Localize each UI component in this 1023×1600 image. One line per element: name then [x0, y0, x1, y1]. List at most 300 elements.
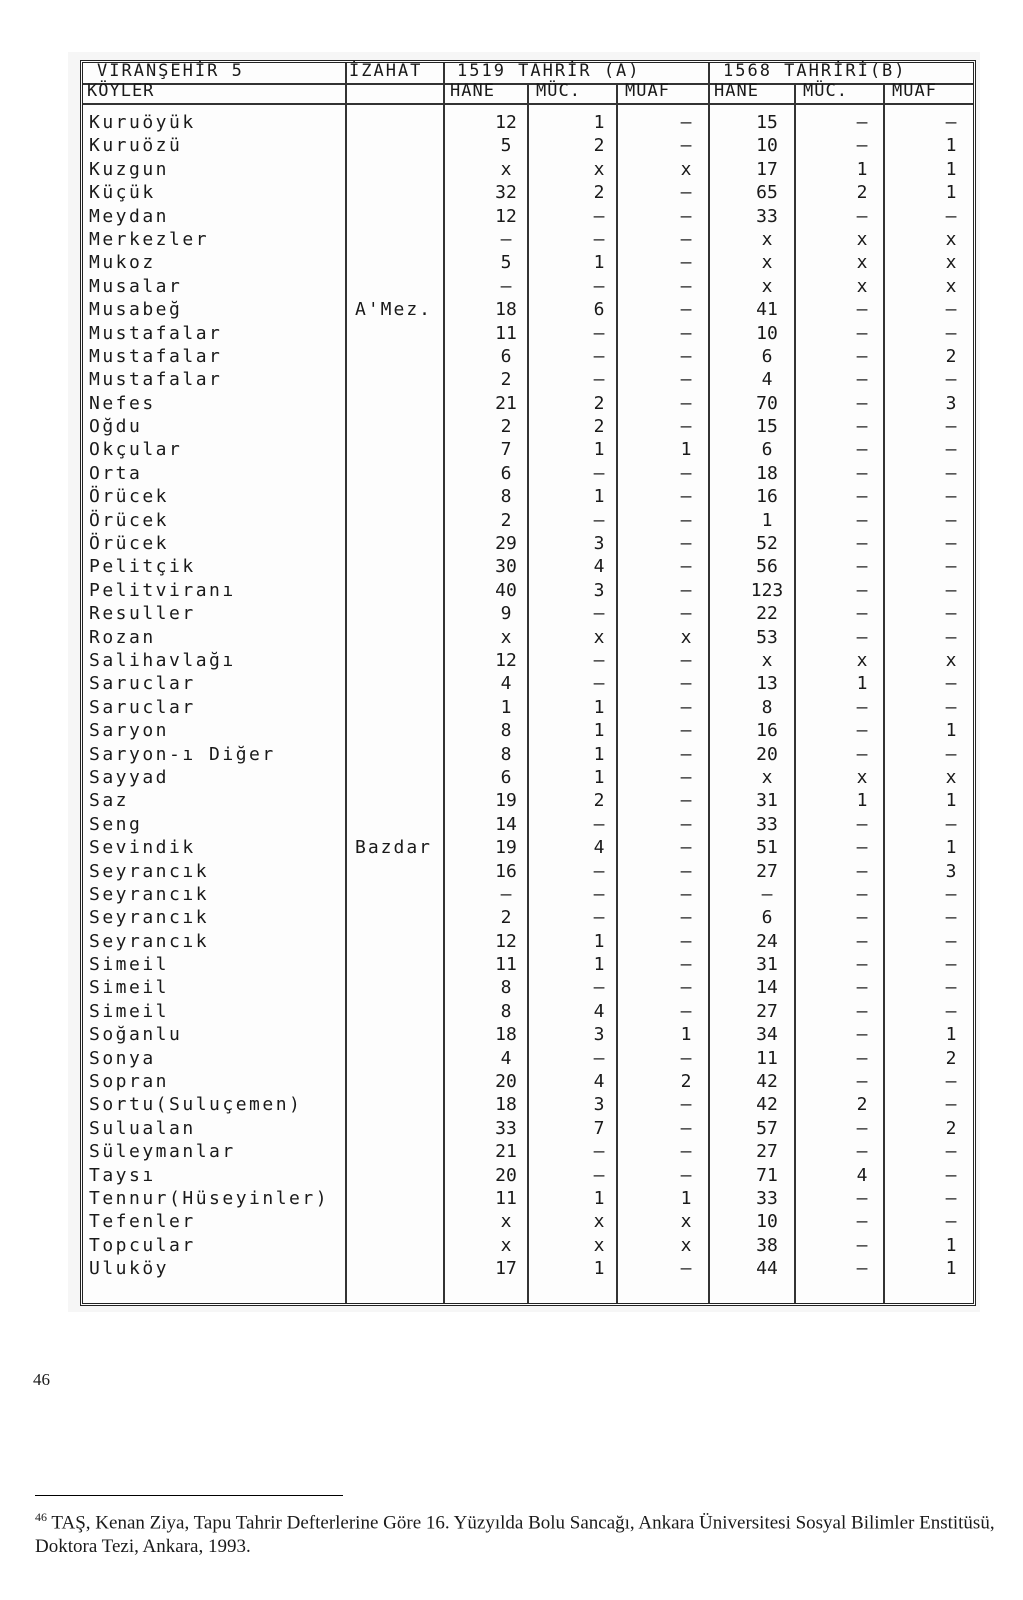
- cell-a-hane: 32: [495, 182, 517, 204]
- cell-a-muc: 1: [593, 930, 605, 952]
- cell-b-hane: 8: [761, 696, 773, 718]
- cell-b-muaf: –: [945, 1141, 957, 1163]
- cell-a-hane: 12: [495, 112, 517, 133]
- cell-a-hane: 2: [500, 509, 512, 531]
- cell-a-muc: 4: [593, 1000, 605, 1022]
- table-row: [83, 1047, 973, 1070]
- cell-a-hane: 18: [495, 1024, 517, 1046]
- cell-a-muc: –: [593, 860, 605, 882]
- cell-a-muaf: x: [680, 158, 692, 180]
- cell-a-hane: 17: [495, 1258, 517, 1280]
- cell-a-muc: 1: [593, 112, 605, 133]
- cell-village: Kuruözü: [89, 135, 183, 157]
- cell-a-muaf: –: [680, 1117, 692, 1139]
- cell-a-hane: 7: [500, 439, 512, 461]
- cell-a-muc: 1: [593, 696, 605, 718]
- cell-a-hane: 8: [500, 486, 512, 508]
- cell-village: Musalar: [89, 275, 183, 297]
- cell-b-muaf: –: [945, 205, 957, 227]
- cell-a-muaf: –: [680, 696, 692, 718]
- cell-a-muc: 2: [593, 182, 605, 204]
- cell-a-hane: 2: [500, 907, 512, 929]
- table-body: [83, 111, 973, 1281]
- cell-b-hane: 42: [756, 1094, 778, 1116]
- cell-a-hane: x: [500, 626, 512, 648]
- cell-b-muaf: 3: [945, 392, 957, 414]
- cell-b-muc: –: [856, 369, 868, 391]
- footnote-rule: [35, 1495, 343, 1496]
- table-row: [83, 462, 973, 485]
- cell-a-hane: x: [500, 1234, 512, 1256]
- cell-b-muc: –: [856, 860, 868, 882]
- cell-b-muc: –: [856, 1047, 868, 1069]
- cell-b-muaf: 1: [945, 790, 957, 812]
- cell-a-muaf: –: [680, 603, 692, 625]
- cell-b-muc: –: [856, 1234, 868, 1256]
- cell-b-hane: 15: [756, 112, 778, 133]
- cell-b-muaf: –: [945, 954, 957, 976]
- cell-village: Rozan: [89, 626, 156, 648]
- table-row: [83, 1234, 973, 1257]
- table-row: [83, 298, 973, 321]
- cell-b-muaf: –: [945, 603, 957, 625]
- cell-b-hane: 57: [756, 1117, 778, 1139]
- cell-a-muc: 4: [593, 837, 605, 859]
- table-row: [83, 649, 973, 672]
- cell-b-muc: –: [856, 299, 868, 321]
- header-a-muc: MÜC.: [536, 81, 581, 101]
- cell-a-muc: x: [593, 1211, 605, 1233]
- cell-a-hane: 40: [495, 579, 517, 601]
- cell-a-muaf: –: [680, 275, 692, 297]
- cell-b-muaf: –: [945, 1164, 957, 1186]
- cell-village: Resuller: [89, 603, 196, 625]
- cell-a-muc: –: [593, 1141, 605, 1163]
- table-row: [83, 1117, 973, 1140]
- cell-village: Mustafalar: [89, 369, 223, 391]
- cell-a-muaf: –: [680, 509, 692, 531]
- cell-a-hane: 20: [495, 1164, 517, 1186]
- cell-village: Uluköy: [89, 1258, 170, 1280]
- table-row: [83, 906, 973, 929]
- header-b-hane: HANE: [714, 81, 759, 101]
- cell-village: Topcular: [89, 1234, 196, 1256]
- cell-village: Tefenler: [89, 1211, 196, 1233]
- cell-a-hane: 12: [495, 930, 517, 952]
- cell-a-muc: –: [593, 649, 605, 671]
- table-row: [83, 345, 973, 368]
- header-b-muaf: MUAF: [892, 81, 937, 101]
- cell-a-hane: 21: [495, 1141, 517, 1163]
- cell-village: Mukoz: [89, 252, 156, 274]
- cell-a-muc: –: [593, 228, 605, 250]
- cell-a-hane: 4: [500, 1047, 512, 1069]
- cell-a-muaf: –: [680, 579, 692, 601]
- cell-b-muc: –: [856, 556, 868, 578]
- cell-b-muaf: –: [945, 907, 957, 929]
- cell-b-hane: 38: [756, 1234, 778, 1256]
- cell-village: Kuruöyük: [89, 112, 196, 133]
- cell-a-muaf: –: [680, 299, 692, 321]
- cell-b-muaf: –: [945, 556, 957, 578]
- cell-village: Salihavlağı: [89, 649, 236, 671]
- cell-b-hane: x: [761, 275, 773, 297]
- cell-a-muc: –: [593, 1047, 605, 1069]
- cell-a-muaf: –: [680, 883, 692, 905]
- header-villages: KÖYLER: [87, 81, 155, 101]
- cell-b-muaf: x: [945, 649, 957, 671]
- cell-a-muc: 4: [593, 556, 605, 578]
- table-row: [83, 813, 973, 836]
- cell-b-muc: 2: [856, 182, 868, 204]
- cell-a-hane: x: [500, 158, 512, 180]
- table-row: [83, 626, 973, 649]
- cell-a-muaf: –: [680, 790, 692, 812]
- cell-b-muc: 1: [856, 790, 868, 812]
- cell-b-muc: –: [856, 1211, 868, 1233]
- cell-a-hane: 19: [495, 837, 517, 859]
- cell-b-muaf: x: [945, 252, 957, 274]
- table-row: [83, 743, 973, 766]
- cell-b-muc: 4: [856, 1164, 868, 1186]
- cell-b-muc: x: [856, 228, 868, 250]
- cell-b-muc: 2: [856, 1094, 868, 1116]
- cell-a-muc: 1: [593, 1258, 605, 1280]
- cell-b-muc: –: [856, 322, 868, 344]
- cell-b-muc: –: [856, 930, 868, 952]
- cell-b-hane: 20: [756, 743, 778, 765]
- cell-b-muc: –: [856, 977, 868, 999]
- cell-b-muc: –: [856, 509, 868, 531]
- table-row: [83, 111, 973, 134]
- cell-b-muaf: 1: [945, 720, 957, 742]
- cell-a-muaf: –: [680, 837, 692, 859]
- cell-a-muc: 1: [593, 439, 605, 461]
- cell-b-hane: 42: [756, 1071, 778, 1093]
- cell-a-hane: 30: [495, 556, 517, 578]
- cell-b-muc: –: [856, 1024, 868, 1046]
- cell-a-hane: 21: [495, 392, 517, 414]
- cell-b-muc: –: [856, 837, 868, 859]
- cell-village: Örücek: [89, 533, 170, 555]
- cell-b-muaf: –: [945, 486, 957, 508]
- cell-b-muaf: 1: [945, 1258, 957, 1280]
- cell-a-muc: –: [593, 275, 605, 297]
- table-row: [83, 766, 973, 789]
- cell-b-muc: –: [856, 1000, 868, 1022]
- cell-a-muaf: –: [680, 673, 692, 695]
- cell-a-muc: 1: [593, 486, 605, 508]
- cell-b-muaf: –: [945, 626, 957, 648]
- cell-a-muc: –: [593, 1164, 605, 1186]
- cell-b-hane: 1: [761, 509, 773, 531]
- table-row: [83, 930, 973, 953]
- cell-b-muaf: –: [945, 112, 957, 133]
- cell-b-hane: 56: [756, 556, 778, 578]
- cell-a-hane: 33: [495, 1117, 517, 1139]
- cell-b-hane: 13: [756, 673, 778, 695]
- cell-village: Saryon-ı Diğer: [89, 743, 276, 765]
- divider: [83, 103, 973, 105]
- cell-village: Nefes: [89, 392, 156, 414]
- cell-b-muc: –: [856, 486, 868, 508]
- cell-a-muc: –: [593, 322, 605, 344]
- cell-b-muaf: x: [945, 228, 957, 250]
- cell-a-muaf: x: [680, 626, 692, 648]
- header-a-muaf: MUAF: [625, 81, 670, 101]
- cell-a-hane: –: [500, 275, 512, 297]
- cell-b-muaf: –: [945, 977, 957, 999]
- cell-a-muaf: –: [680, 1094, 692, 1116]
- cell-b-muaf: –: [945, 1000, 957, 1022]
- cell-a-muaf: –: [680, 1141, 692, 1163]
- cell-a-muaf: –: [680, 1047, 692, 1069]
- table-row: [83, 438, 973, 461]
- cell-a-muaf: 1: [680, 1187, 692, 1209]
- cell-a-muaf: –: [680, 228, 692, 250]
- cell-b-hane: 16: [756, 720, 778, 742]
- cell-b-hane: 27: [756, 860, 778, 882]
- cell-village: Meydan: [89, 205, 170, 227]
- cell-b-muaf: 1: [945, 158, 957, 180]
- cell-b-hane: 34: [756, 1024, 778, 1046]
- cell-a-hane: –: [500, 228, 512, 250]
- cell-a-muaf: –: [680, 649, 692, 671]
- cell-b-muc: –: [856, 1117, 868, 1139]
- cell-b-muaf: –: [945, 416, 957, 438]
- cell-village: Musabeğ: [89, 299, 183, 321]
- footnote: [35, 1505, 995, 1559]
- cell-a-muc: x: [593, 626, 605, 648]
- table-row: [83, 1257, 973, 1280]
- cell-b-muaf: –: [945, 883, 957, 905]
- table-row: [83, 976, 973, 999]
- cell-a-muc: 2: [593, 416, 605, 438]
- cell-b-muc: x: [856, 275, 868, 297]
- cell-b-muc: x: [856, 252, 868, 274]
- cell-a-muc: 2: [593, 392, 605, 414]
- cell-a-hane: –: [500, 883, 512, 905]
- cell-b-hane: x: [761, 228, 773, 250]
- cell-b-hane: 71: [756, 1164, 778, 1186]
- cell-b-muc: –: [856, 1187, 868, 1209]
- cell-a-muaf: –: [680, 252, 692, 274]
- table-row: [83, 860, 973, 883]
- cell-a-muaf: 2: [680, 1071, 692, 1093]
- table-row: [83, 415, 973, 438]
- cell-village: Tennur(Hüseyinler): [89, 1187, 330, 1209]
- cell-b-muc: –: [856, 883, 868, 905]
- cell-b-muaf: x: [945, 275, 957, 297]
- cell-a-muc: 2: [593, 135, 605, 157]
- cell-a-muaf: –: [680, 1164, 692, 1186]
- cell-b-muaf: –: [945, 1187, 957, 1209]
- table-row: [83, 485, 973, 508]
- cell-a-hane: 19: [495, 790, 517, 812]
- cell-b-hane: 17: [756, 158, 778, 180]
- cell-village: Seyrancık: [89, 930, 210, 952]
- cell-b-muaf: –: [945, 1094, 957, 1116]
- cell-b-hane: 11: [756, 1047, 778, 1069]
- cell-village: Mustafalar: [89, 322, 223, 344]
- table-row: [83, 158, 973, 181]
- cell-village: Sulualan: [89, 1117, 196, 1139]
- cell-a-muc: 6: [593, 299, 605, 321]
- cell-b-hane: 16: [756, 486, 778, 508]
- cell-a-hane: x: [500, 1211, 512, 1233]
- table-row: [83, 555, 973, 578]
- cell-b-hane: 70: [756, 392, 778, 414]
- cell-a-hane: 6: [500, 462, 512, 484]
- table-row: [83, 1023, 973, 1046]
- cell-b-muc: –: [856, 696, 868, 718]
- cell-a-hane: 2: [500, 369, 512, 391]
- cell-b-muc: –: [856, 954, 868, 976]
- cell-b-hane: 44: [756, 1258, 778, 1280]
- cell-b-muc: –: [856, 1071, 868, 1093]
- cell-b-hane: 33: [756, 813, 778, 835]
- cell-a-hane: 8: [500, 1000, 512, 1022]
- table-row: [83, 532, 973, 555]
- cell-b-hane: 41: [756, 299, 778, 321]
- cell-b-muc: –: [856, 345, 868, 367]
- cell-a-muaf: x: [680, 1234, 692, 1256]
- cell-a-hane: 1: [500, 696, 512, 718]
- cell-a-muaf: –: [680, 860, 692, 882]
- cell-a-muc: 2: [593, 790, 605, 812]
- header-a-hane: HANE: [450, 81, 495, 101]
- cell-b-muaf: 1: [945, 135, 957, 157]
- cell-a-muc: –: [593, 673, 605, 695]
- cell-village: Mustafalar: [89, 345, 223, 367]
- cell-b-muc: –: [856, 907, 868, 929]
- cell-a-muaf: –: [680, 392, 692, 414]
- header-b-muc: MÜC.: [803, 81, 848, 101]
- cell-a-hane: 12: [495, 649, 517, 671]
- table-row: [83, 579, 973, 602]
- header-note-title: İZAHAT: [349, 61, 423, 81]
- header-survey-a: 1519 TAHRİR (A): [457, 61, 641, 81]
- cell-village: Oğdu: [89, 416, 143, 438]
- cell-b-muaf: 1: [945, 1234, 957, 1256]
- cell-b-hane: x: [761, 649, 773, 671]
- cell-b-muaf: –: [945, 322, 957, 344]
- cell-b-muc: –: [856, 603, 868, 625]
- table-row: [83, 883, 973, 906]
- cell-b-hane: 6: [761, 439, 773, 461]
- cell-b-hane: 14: [756, 977, 778, 999]
- cell-a-muaf: –: [680, 533, 692, 555]
- cell-village: Süleymanlar: [89, 1141, 236, 1163]
- cell-a-muc: 3: [593, 1024, 605, 1046]
- table-row: [83, 392, 973, 415]
- cell-b-muc: –: [856, 205, 868, 227]
- cell-village: Örücek: [89, 486, 170, 508]
- cell-a-hane: 4: [500, 673, 512, 695]
- cell-a-muc: 1: [593, 720, 605, 742]
- table-row: [83, 228, 973, 251]
- table-row: [83, 1093, 973, 1116]
- cell-b-hane: x: [761, 252, 773, 274]
- cell-b-muc: –: [856, 112, 868, 133]
- cell-b-hane: 53: [756, 626, 778, 648]
- cell-b-hane: 33: [756, 1187, 778, 1209]
- cell-b-muc: –: [856, 439, 868, 461]
- cell-a-hane: 18: [495, 299, 517, 321]
- table-row: [83, 509, 973, 532]
- footnote-mark: 46: [35, 1510, 47, 1524]
- cell-a-muaf: –: [680, 743, 692, 765]
- cell-village: Simeil: [89, 977, 170, 999]
- cell-b-hane: 123: [750, 579, 784, 601]
- cell-a-muc: –: [593, 907, 605, 929]
- cell-village: Sortu(Suluçemen): [89, 1094, 303, 1116]
- cell-a-muc: 7: [593, 1117, 605, 1139]
- cell-a-muc: 1: [593, 1187, 605, 1209]
- cell-a-muaf: –: [680, 556, 692, 578]
- table-row: [83, 275, 973, 298]
- cell-a-hane: 12: [495, 205, 517, 227]
- cell-village: Saz: [89, 790, 130, 812]
- cell-a-muaf: –: [680, 766, 692, 788]
- table-row: [83, 1070, 973, 1093]
- table-row: [83, 251, 973, 274]
- cell-b-muc: –: [856, 1141, 868, 1163]
- cell-village: Orta: [89, 462, 143, 484]
- cell-village: Taysı: [89, 1164, 156, 1186]
- cell-a-muc: 3: [593, 1094, 605, 1116]
- cell-a-hane: 5: [500, 252, 512, 274]
- cell-b-muc: –: [856, 533, 868, 555]
- cell-b-hane: 18: [756, 462, 778, 484]
- table-row: [83, 1140, 973, 1163]
- cell-b-muc: –: [856, 626, 868, 648]
- cell-b-muaf: 2: [945, 345, 957, 367]
- cell-a-muc: 4: [593, 1071, 605, 1093]
- footnote-text: TAŞ, Kenan Ziya, Tapu Tahrir Defterlerine Göre 16. Yüzyılda Bolu Sancağı, Ankara Üniversitesi Sosyal Bilimler Enstitüsü, Doktora Tezi, Ankara, 1993.: [35, 1512, 995, 1558]
- cell-a-hane: 8: [500, 720, 512, 742]
- cell-a-hane: 5: [500, 135, 512, 157]
- table-row: [83, 368, 973, 391]
- cell-a-muaf: –: [680, 486, 692, 508]
- cell-a-muaf: –: [680, 930, 692, 952]
- cell-b-muc: –: [856, 743, 868, 765]
- cell-village: Küçük: [89, 182, 156, 204]
- cell-b-muc: –: [856, 416, 868, 438]
- cell-b-hane: 6: [761, 345, 773, 367]
- cell-a-hane: 9: [500, 603, 512, 625]
- cell-b-muaf: 1: [945, 1024, 957, 1046]
- cell-a-muc: x: [593, 158, 605, 180]
- table-row: [83, 1210, 973, 1233]
- cell-b-hane: 27: [756, 1000, 778, 1022]
- cell-b-hane: –: [761, 883, 773, 905]
- cell-b-muc: –: [856, 462, 868, 484]
- cell-b-hane: 10: [756, 1211, 778, 1233]
- village-table: [80, 60, 976, 1306]
- cell-a-muc: 1: [593, 252, 605, 274]
- cell-a-hane: 14: [495, 813, 517, 835]
- cell-village: Sopran: [89, 1071, 170, 1093]
- cell-b-hane: 4: [761, 369, 773, 391]
- cell-b-hane: 27: [756, 1141, 778, 1163]
- cell-b-muc: x: [856, 766, 868, 788]
- cell-a-muc: 3: [593, 533, 605, 555]
- cell-a-muaf: –: [680, 1000, 692, 1022]
- cell-a-hane: 6: [500, 766, 512, 788]
- header-group-title: VIRANŞEHİR 5: [97, 61, 244, 81]
- cell-b-hane: 33: [756, 205, 778, 227]
